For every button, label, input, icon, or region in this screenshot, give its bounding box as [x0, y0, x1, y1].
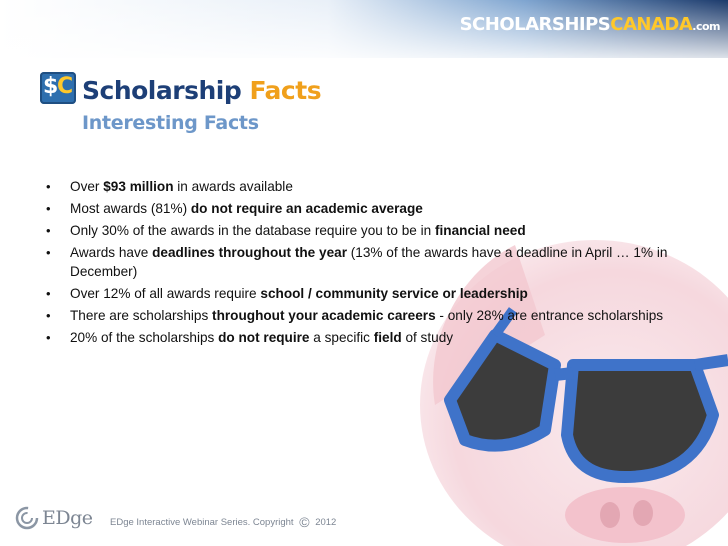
top-banner	[0, 0, 728, 58]
fact-text: Over 12% of all awards require	[70, 286, 261, 301]
fact-text: of study	[401, 330, 454, 345]
fact-highlight: do not require an academic average	[190, 201, 423, 216]
brand-part-2: CANADA	[610, 14, 693, 35]
fact-item	[46, 243, 686, 281]
fact-highlight: school / community service or leadership	[260, 286, 528, 301]
sc-logo-icon	[40, 72, 76, 104]
fact-text: 20% of the scholarships	[70, 330, 219, 345]
fact-text: (13% of the awards have a deadline in April … 1% in December)	[70, 245, 668, 279]
fact-text: Over	[70, 179, 104, 194]
fact-item	[46, 284, 686, 303]
fact-highlight: $93 million	[103, 179, 174, 194]
fact-text: in awards available	[173, 179, 293, 194]
page-subtitle: Interesting Facts	[82, 112, 259, 134]
fact-highlight: throughout your academic careers	[212, 308, 436, 323]
footer-series-text: EDge Interactive Webinar Series. Copyright	[110, 517, 294, 528]
fact-highlight: deadlines throughout the year	[152, 245, 347, 260]
footer-year: 2012	[315, 517, 337, 528]
fact-item	[46, 199, 686, 218]
fact-item	[46, 177, 686, 196]
fact-text: - only 28% are entrance scholarships	[435, 308, 664, 323]
fact-text: There are scholarships	[70, 308, 213, 323]
facts-list	[46, 177, 686, 350]
fact-item	[46, 328, 686, 347]
footer-copyright	[110, 514, 336, 530]
brand-part-3: .com	[692, 20, 720, 33]
fact-item	[46, 306, 686, 325]
fact-highlight: do not require	[218, 330, 310, 345]
fact-text: Only 30% of the awards in the database require you to be in	[70, 223, 435, 238]
logo-letter-2: C	[57, 74, 74, 99]
fact-text: a specific	[309, 330, 374, 345]
brand-logo	[460, 14, 720, 35]
edge-logo-text: EDge	[42, 507, 93, 529]
title-part-1: Scholarship	[82, 76, 242, 105]
logo-letter-1: $	[43, 74, 59, 99]
fact-text: Most awards (81%)	[70, 201, 191, 216]
edge-logo	[15, 505, 93, 531]
fact-highlight: field	[373, 330, 402, 345]
fact-item	[46, 221, 686, 240]
brand-part-1: SCHOLARSHIPS	[459, 14, 611, 35]
fact-highlight: financial need	[435, 223, 526, 238]
edge-swirl-icon	[15, 506, 39, 530]
fact-text: Awards have	[70, 245, 153, 260]
title-part-2: Facts	[249, 76, 322, 105]
copyright-symbol: ©	[299, 514, 310, 530]
page-title	[82, 76, 321, 105]
